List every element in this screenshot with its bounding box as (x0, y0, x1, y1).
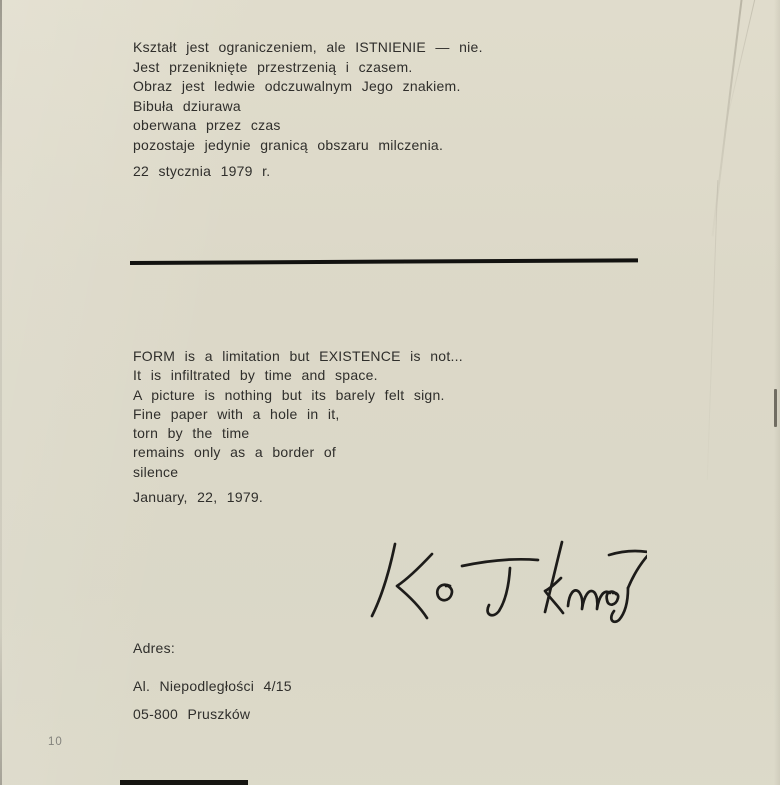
scan-bottom-edge-bar (120, 780, 248, 785)
polish-poem-line: Obraz jest ledwie odczuwalnym Jego znakiem. (133, 78, 461, 94)
divider-rule (130, 258, 638, 265)
english-poem-line: Fine paper with a hole in it, (133, 405, 340, 422)
english-poem-line: remains only as a border of (133, 444, 336, 461)
polish-poem-line: oberwana przez czas (133, 117, 281, 133)
address-street: Al. Niepodległości 4/15 (133, 678, 292, 694)
page-number: 10 (48, 736, 63, 748)
english-poem-line: It is infiltrated by time and space. (133, 367, 378, 384)
english-poem-line: silence (133, 463, 179, 480)
polish-poem-line: pozostaje jedynie granicą obszaru milczenia. (133, 136, 444, 153)
polish-poem-date: 22 stycznia 1979 r. (133, 163, 271, 179)
polish-poem-line: Jest przeniknięte przestrzenią i czasem. (133, 58, 413, 75)
handwritten-signature (362, 530, 647, 625)
scan-left-edge-line (0, 0, 2, 785)
english-poem-line: A picture is nothing but its barely felt sign. (133, 386, 445, 403)
address-label: Adres: (133, 640, 175, 656)
address-city: 05-800 Pruszków (133, 706, 251, 722)
polish-poem (133, 38, 483, 155)
english-poem-line: FORM is a limitation but EXISTENCE is not... (133, 348, 463, 364)
english-poem-date: January, 22, 1979. (133, 489, 264, 505)
paper-crease-line (722, 0, 757, 138)
polish-poem-line: Kształt jest ograniczeniem, ale ISTNIENIE — nie. (133, 39, 483, 55)
polish-poem-line: Bibuła dziurawa (133, 97, 241, 114)
english-poem-line: torn by the time (133, 425, 250, 442)
english-poem (133, 347, 463, 482)
scan-right-edge-mark (774, 389, 777, 427)
